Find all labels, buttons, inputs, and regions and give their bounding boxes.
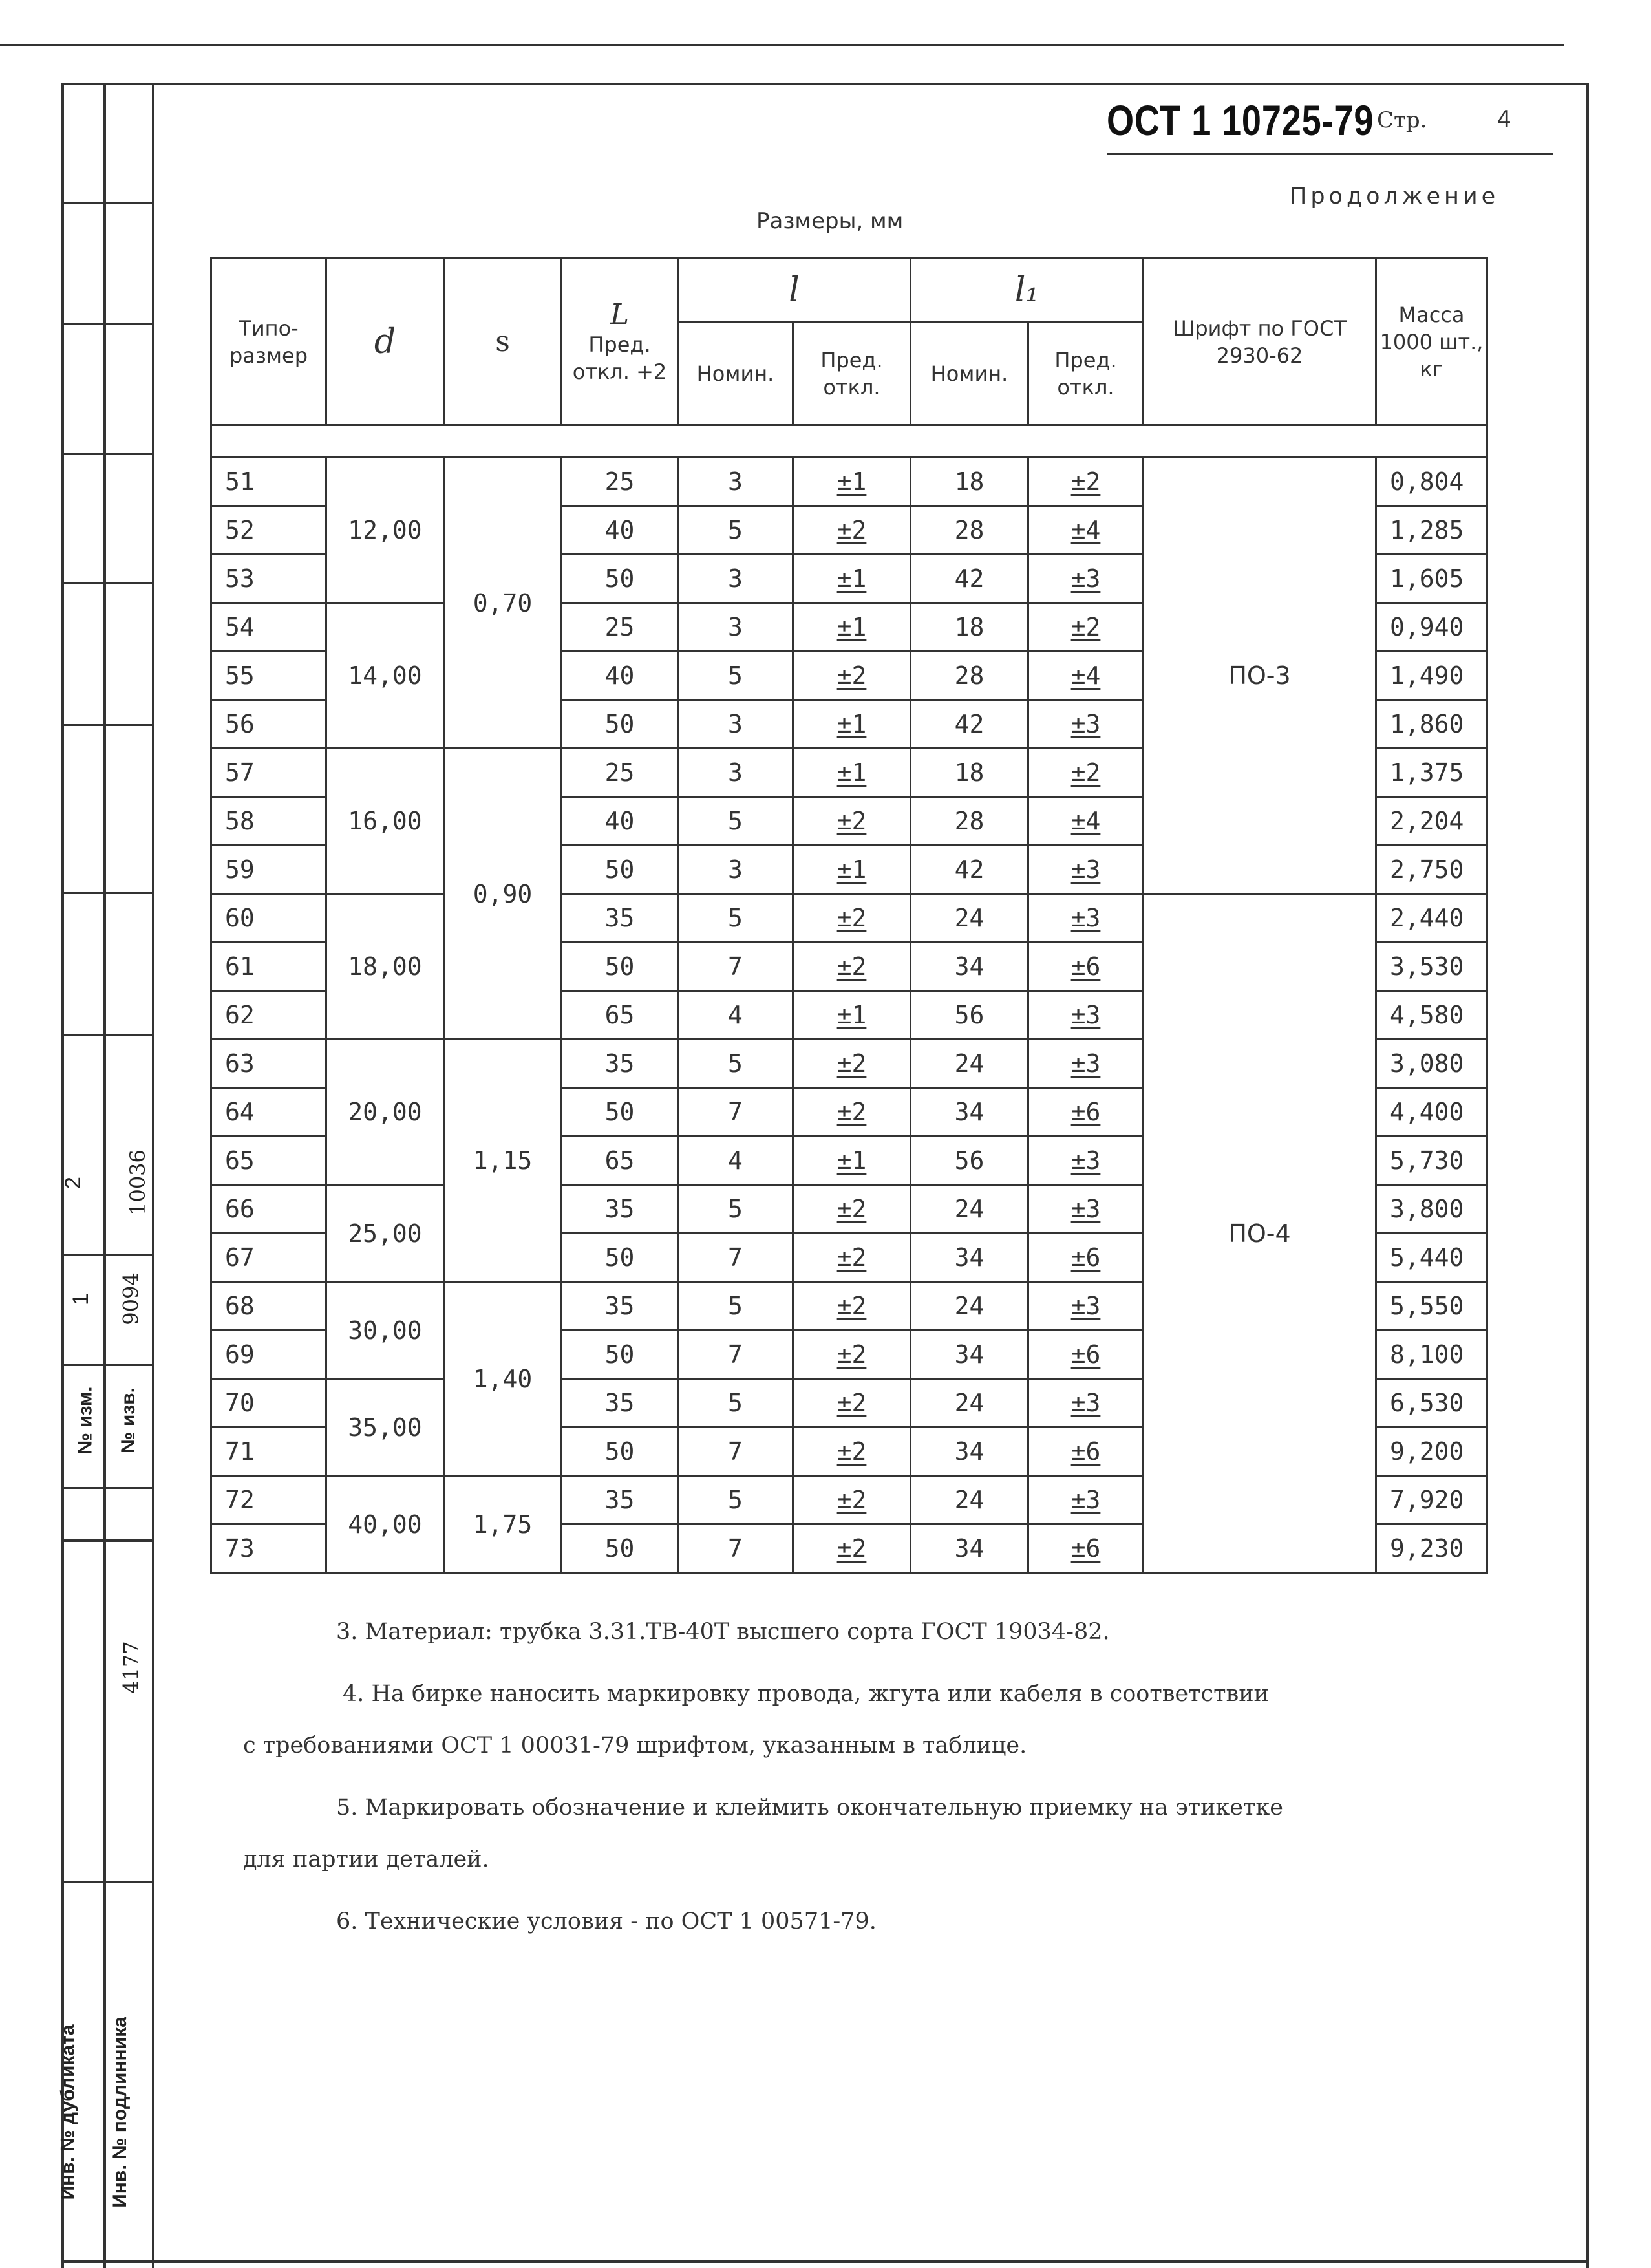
cell-l: 3 bbox=[678, 555, 793, 603]
cell-l: 7 bbox=[678, 943, 793, 991]
cell-l: 3 bbox=[678, 700, 793, 749]
cell-size: 58 bbox=[211, 797, 326, 846]
cell-size: 70 bbox=[211, 1379, 326, 1428]
table-body bbox=[211, 458, 1487, 1573]
cell-l1: 18 bbox=[911, 749, 1028, 797]
cell-size: 65 bbox=[211, 1137, 326, 1185]
cell-l: 5 bbox=[678, 1476, 793, 1524]
cell-d: 40,00 bbox=[326, 1476, 444, 1573]
cell-l1-dev: ±4 bbox=[1028, 506, 1144, 555]
cell-l-dev: ±1 bbox=[793, 700, 911, 749]
cell-l1: 24 bbox=[911, 1040, 1028, 1088]
frame-right bbox=[1586, 83, 1589, 2268]
cell-L: 40 bbox=[562, 506, 678, 555]
cell-l1-dev: ±3 bbox=[1028, 894, 1144, 943]
cell-l-dev: ±2 bbox=[793, 1524, 911, 1573]
sidebar-dup-inv-label: Инв. № дубликата bbox=[57, 2024, 79, 2200]
cell-l-dev: ±1 bbox=[793, 555, 911, 603]
note-6: 6. Технические условия - по ОСТ 1 00571-79. bbox=[336, 1909, 877, 1934]
cell-l: 5 bbox=[678, 894, 793, 943]
cell-size: 60 bbox=[211, 894, 326, 943]
cell-mass: 3,080 bbox=[1376, 1040, 1487, 1088]
cell-l-dev: ±2 bbox=[793, 1379, 911, 1428]
cell-l1-dev: ±6 bbox=[1028, 1428, 1144, 1476]
cell-mass: 1,605 bbox=[1376, 555, 1487, 603]
cell-mass: 1,285 bbox=[1376, 506, 1487, 555]
cell-l-dev: ±1 bbox=[793, 749, 911, 797]
cell-l: 4 bbox=[678, 991, 793, 1040]
note-5-line2: для партии деталей. bbox=[243, 1846, 489, 1872]
cell-l1-dev: ±3 bbox=[1028, 1379, 1144, 1428]
cell-L: 50 bbox=[562, 943, 678, 991]
header-L: L Пред. откл. +2 bbox=[562, 259, 678, 425]
cell-l1: 34 bbox=[911, 1234, 1028, 1282]
cell-d: 16,00 bbox=[326, 749, 444, 894]
frame-top bbox=[61, 83, 1588, 85]
cell-l1-dev: ±6 bbox=[1028, 1088, 1144, 1137]
cell-l1-dev: ±3 bbox=[1028, 1040, 1144, 1088]
cell-l1: 24 bbox=[911, 1185, 1028, 1234]
cell-l1-dev: ±3 bbox=[1028, 991, 1144, 1040]
cell-mass: 1,375 bbox=[1376, 749, 1487, 797]
cell-mass: 4,400 bbox=[1376, 1088, 1487, 1137]
cell-l-dev: ±2 bbox=[793, 894, 911, 943]
cell-d: 35,00 bbox=[326, 1379, 444, 1476]
cell-mass: 9,230 bbox=[1376, 1524, 1487, 1573]
frame-left-inner bbox=[152, 83, 154, 2268]
cell-l-dev: ±2 bbox=[793, 1282, 911, 1331]
cell-l-dev: ±2 bbox=[793, 943, 911, 991]
cell-l: 3 bbox=[678, 458, 793, 506]
cell-l1: 56 bbox=[911, 991, 1028, 1040]
cell-L: 25 bbox=[562, 749, 678, 797]
sidebar-divider bbox=[61, 724, 153, 726]
header-underline bbox=[1107, 153, 1553, 155]
frame-bottom bbox=[61, 2260, 1588, 2263]
cell-l1: 34 bbox=[911, 1428, 1028, 1476]
cell-L: 65 bbox=[562, 991, 678, 1040]
cell-l1: 24 bbox=[911, 1379, 1028, 1428]
cell-l1: 42 bbox=[911, 700, 1028, 749]
cell-size: 64 bbox=[211, 1088, 326, 1137]
cell-size: 55 bbox=[211, 652, 326, 700]
cell-l-dev: ±2 bbox=[793, 1088, 911, 1137]
cell-l1-dev: ±2 bbox=[1028, 603, 1144, 652]
cell-size: 51 bbox=[211, 458, 326, 506]
cell-d: 12,00 bbox=[326, 458, 444, 603]
cell-l1-dev: ±3 bbox=[1028, 1476, 1144, 1524]
cell-l: 5 bbox=[678, 1282, 793, 1331]
cell-mass: 3,530 bbox=[1376, 943, 1487, 991]
document-code: ОСТ 1 10725-79 bbox=[1107, 96, 1374, 144]
cell-l: 7 bbox=[678, 1428, 793, 1476]
sidebar-notice-label: № изв. bbox=[117, 1387, 139, 1453]
cell-l1: 18 bbox=[911, 458, 1028, 506]
cell-mass: 2,440 bbox=[1376, 894, 1487, 943]
sidebar-divider bbox=[61, 1364, 153, 1366]
cell-l-dev: ±2 bbox=[793, 1476, 911, 1524]
sidebar-divider bbox=[61, 453, 153, 455]
cell-l: 7 bbox=[678, 1234, 793, 1282]
cell-size: 56 bbox=[211, 700, 326, 749]
cell-L: 50 bbox=[562, 555, 678, 603]
cell-l1: 28 bbox=[911, 652, 1028, 700]
cell-s: 0,90 bbox=[444, 749, 562, 1040]
cell-size: 69 bbox=[211, 1331, 326, 1379]
cell-l1: 42 bbox=[911, 555, 1028, 603]
header-l1-dev: Пред. откл. bbox=[1028, 322, 1144, 425]
cell-l1: 24 bbox=[911, 1476, 1028, 1524]
cell-d: 25,00 bbox=[326, 1185, 444, 1282]
cell-mass: 3,800 bbox=[1376, 1185, 1487, 1234]
cell-l-dev: ±2 bbox=[793, 1331, 911, 1379]
header-l-nom: Номин. bbox=[678, 322, 793, 425]
cell-L: 50 bbox=[562, 700, 678, 749]
cell-L: 35 bbox=[562, 894, 678, 943]
cell-size: 59 bbox=[211, 846, 326, 894]
page-label: Стр. bbox=[1377, 107, 1427, 133]
cell-l: 5 bbox=[678, 1185, 793, 1234]
dimensions-caption: Размеры, мм bbox=[756, 208, 904, 234]
frame-left-mid bbox=[103, 83, 106, 2268]
table-row bbox=[211, 458, 1487, 506]
cell-l: 7 bbox=[678, 1088, 793, 1137]
cell-mass: 4,580 bbox=[1376, 991, 1487, 1040]
continuation-label: Продолжение bbox=[1290, 184, 1500, 209]
cell-l: 4 bbox=[678, 1137, 793, 1185]
sidebar-divider bbox=[61, 1881, 153, 1883]
header-l1: l₁ bbox=[911, 259, 1144, 322]
cell-L: 35 bbox=[562, 1476, 678, 1524]
cell-d: 20,00 bbox=[326, 1040, 444, 1185]
cell-l: 5 bbox=[678, 1379, 793, 1428]
header-font: Шрифт по ГОСТ 2930-62 bbox=[1144, 259, 1376, 425]
cell-size: 62 bbox=[211, 991, 326, 1040]
cell-l1: 24 bbox=[911, 894, 1028, 943]
top-rule bbox=[0, 44, 1564, 46]
header-mass: Масса 1000 шт., кг bbox=[1376, 259, 1487, 425]
cell-size: 67 bbox=[211, 1234, 326, 1282]
sidebar-change-1: 1 bbox=[68, 1293, 93, 1305]
header-s: s bbox=[444, 259, 562, 425]
cell-l1-dev: ±3 bbox=[1028, 1137, 1144, 1185]
cell-l1-dev: ±2 bbox=[1028, 458, 1144, 506]
cell-size: 68 bbox=[211, 1282, 326, 1331]
cell-l-dev: ±1 bbox=[793, 603, 911, 652]
cell-l1: 34 bbox=[911, 1088, 1028, 1137]
cell-mass: 6,530 bbox=[1376, 1379, 1487, 1428]
cell-l-dev: ±1 bbox=[793, 1137, 911, 1185]
cell-L: 40 bbox=[562, 652, 678, 700]
cell-size: 54 bbox=[211, 603, 326, 652]
cell-mass: 9,200 bbox=[1376, 1428, 1487, 1476]
cell-L: 50 bbox=[562, 1331, 678, 1379]
cell-size: 52 bbox=[211, 506, 326, 555]
cell-l: 3 bbox=[678, 603, 793, 652]
cell-L: 40 bbox=[562, 797, 678, 846]
header-l1-nom: Номин. bbox=[911, 322, 1028, 425]
cell-l1-dev: ±6 bbox=[1028, 1234, 1144, 1282]
cell-l1-dev: ±3 bbox=[1028, 1282, 1144, 1331]
note-4-line2: с требованиями ОСТ 1 00031-79 шрифтом, указанным в таблице. bbox=[243, 1733, 1027, 1759]
cell-L: 50 bbox=[562, 1088, 678, 1137]
cell-l-dev: ±2 bbox=[793, 797, 911, 846]
cell-l: 5 bbox=[678, 652, 793, 700]
cell-L: 50 bbox=[562, 1428, 678, 1476]
cell-l1: 34 bbox=[911, 943, 1028, 991]
cell-l1-dev: ±6 bbox=[1028, 1524, 1144, 1573]
cell-size: 73 bbox=[211, 1524, 326, 1573]
cell-L: 25 bbox=[562, 603, 678, 652]
cell-s: 1,15 bbox=[444, 1040, 562, 1282]
cell-l-dev: ±2 bbox=[793, 1040, 911, 1088]
page-number: 4 bbox=[1497, 106, 1511, 133]
sidebar-divider bbox=[61, 582, 153, 584]
cell-mass: 0,804 bbox=[1376, 458, 1487, 506]
cell-L: 35 bbox=[562, 1185, 678, 1234]
cell-l-dev: ±2 bbox=[793, 1234, 911, 1282]
frame-left-outer bbox=[61, 83, 64, 2268]
cell-mass: 7,920 bbox=[1376, 1476, 1487, 1524]
header-d: d bbox=[326, 259, 444, 425]
cell-l1-dev: ±3 bbox=[1028, 555, 1144, 603]
cell-l: 7 bbox=[678, 1331, 793, 1379]
sidebar-orig-inv-label: Инв. № подлинника bbox=[109, 2017, 131, 2208]
sidebar-divider bbox=[61, 1539, 153, 1542]
cell-mass: 2,750 bbox=[1376, 846, 1487, 894]
cell-l1-dev: ±3 bbox=[1028, 1185, 1144, 1234]
cell-l: 3 bbox=[678, 749, 793, 797]
cell-l: 3 bbox=[678, 846, 793, 894]
cell-mass: 1,490 bbox=[1376, 652, 1487, 700]
cell-l-dev: ±2 bbox=[793, 652, 911, 700]
cell-l: 7 bbox=[678, 1524, 793, 1573]
cell-l1-dev: ±4 bbox=[1028, 652, 1144, 700]
cell-L: 35 bbox=[562, 1040, 678, 1088]
cell-mass: 2,204 bbox=[1376, 797, 1487, 846]
cell-L: 35 bbox=[562, 1379, 678, 1428]
note-4-line1: 4. На бирке наносить маркировку провода, жгута или кабеля в соответствии bbox=[343, 1681, 1269, 1707]
cell-l: 5 bbox=[678, 797, 793, 846]
cell-l1: 24 bbox=[911, 1282, 1028, 1331]
cell-l-dev: ±2 bbox=[793, 1185, 911, 1234]
cell-s: 0,70 bbox=[444, 458, 562, 749]
cell-l: 5 bbox=[678, 1040, 793, 1088]
cell-size: 53 bbox=[211, 555, 326, 603]
cell-mass: 0,940 bbox=[1376, 603, 1487, 652]
cell-L: 50 bbox=[562, 1234, 678, 1282]
cell-d: 14,00 bbox=[326, 603, 444, 749]
sidebar-notice-1: 9094 bbox=[118, 1272, 144, 1325]
sidebar-orig-inv: 4177 bbox=[118, 1641, 144, 1694]
cell-l1-dev: ±3 bbox=[1028, 846, 1144, 894]
sidebar-divider bbox=[61, 202, 153, 204]
cell-mass: 5,440 bbox=[1376, 1234, 1487, 1282]
cell-l-dev: ±1 bbox=[793, 846, 911, 894]
cell-d: 30,00 bbox=[326, 1282, 444, 1379]
cell-l-dev: ±1 bbox=[793, 991, 911, 1040]
cell-mass: 5,730 bbox=[1376, 1137, 1487, 1185]
sidebar-divider bbox=[61, 323, 153, 325]
cell-L: 35 bbox=[562, 1282, 678, 1331]
cell-mass: 5,550 bbox=[1376, 1282, 1487, 1331]
cell-font: ПО-3 bbox=[1144, 458, 1376, 894]
header-size: Типо-размер bbox=[211, 259, 326, 425]
cell-mass: 1,860 bbox=[1376, 700, 1487, 749]
cell-size: 72 bbox=[211, 1476, 326, 1524]
sidebar-change-label: № изм. bbox=[74, 1386, 96, 1455]
cell-l1: 56 bbox=[911, 1137, 1028, 1185]
cell-size: 61 bbox=[211, 943, 326, 991]
table-row bbox=[211, 894, 1487, 943]
cell-L: 50 bbox=[562, 846, 678, 894]
cell-d: 18,00 bbox=[326, 894, 444, 1040]
cell-size: 57 bbox=[211, 749, 326, 797]
cell-mass: 8,100 bbox=[1376, 1331, 1487, 1379]
sidebar-divider bbox=[61, 1487, 153, 1489]
cell-l1-dev: ±6 bbox=[1028, 1331, 1144, 1379]
cell-l-dev: ±2 bbox=[793, 506, 911, 555]
cell-size: 66 bbox=[211, 1185, 326, 1234]
cell-l-dev: ±1 bbox=[793, 458, 911, 506]
note-3: 3. Материал: трубка 3.31.ТВ-40Т высшего сорта ГОСТ 19034-82. bbox=[336, 1619, 1110, 1645]
cell-size: 63 bbox=[211, 1040, 326, 1088]
cell-l1: 34 bbox=[911, 1524, 1028, 1573]
cell-l-dev: ±2 bbox=[793, 1428, 911, 1476]
cell-L: 50 bbox=[562, 1524, 678, 1573]
cell-l1: 34 bbox=[911, 1331, 1028, 1379]
cell-l1-dev: ±6 bbox=[1028, 943, 1144, 991]
cell-l: 5 bbox=[678, 506, 793, 555]
cell-l1: 28 bbox=[911, 506, 1028, 555]
sidebar-notice-2: 10036 bbox=[125, 1150, 150, 1215]
cell-s: 1,40 bbox=[444, 1282, 562, 1476]
cell-l1: 42 bbox=[911, 846, 1028, 894]
sidebar-divider bbox=[61, 892, 153, 894]
cell-l1: 18 bbox=[911, 603, 1028, 652]
cell-l1-dev: ±2 bbox=[1028, 749, 1144, 797]
dimensions-table bbox=[210, 257, 1488, 1574]
cell-L: 65 bbox=[562, 1137, 678, 1185]
cell-L: 25 bbox=[562, 458, 678, 506]
note-5-line1: 5. Маркировать обозначение и клеймить окончательную приемку на этикетке bbox=[336, 1795, 1283, 1821]
cell-font: ПО-4 bbox=[1144, 894, 1376, 1573]
sidebar-divider bbox=[61, 1034, 153, 1036]
sidebar-divider bbox=[61, 1254, 153, 1256]
cell-l1: 28 bbox=[911, 797, 1028, 846]
sidebar-change-2: 2 bbox=[60, 1177, 85, 1189]
cell-l1-dev: ±3 bbox=[1028, 700, 1144, 749]
cell-s: 1,75 bbox=[444, 1476, 562, 1573]
cell-size: 71 bbox=[211, 1428, 326, 1476]
header-l: l bbox=[678, 259, 911, 322]
header-l-dev: Пред. откл. bbox=[793, 322, 911, 425]
cell-l1-dev: ±4 bbox=[1028, 797, 1144, 846]
